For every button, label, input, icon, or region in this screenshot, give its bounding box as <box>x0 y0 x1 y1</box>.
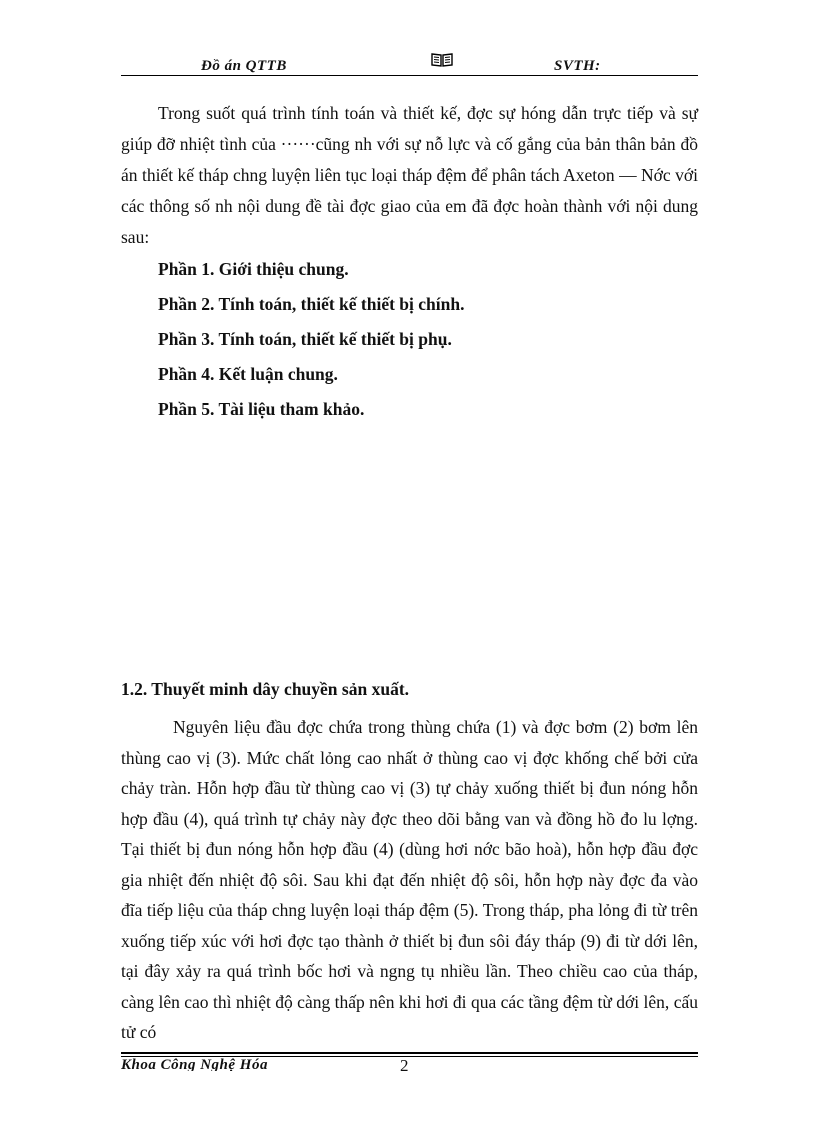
footer-divider <box>121 1052 698 1054</box>
intro-paragraph: Trong suốt quá trình tính toán và thiết kế, đợc sự hóng dẫn trực tiếp và sự giúp đỡ nhiệt tình của ······cũng nh với sự nỗ lực và cố gắng của bản thân bản đồ án thiết kế tháp chng luyện liên tục loại tháp đệm để phân tách Axeton — Nớc với các thông số nh nội dung đề tài đợc giao của em đã đợc hoàn thành với nội dung sau: <box>121 103 698 247</box>
parts-list <box>158 252 464 427</box>
header-project-title: Đồ án QTTB <box>201 58 287 74</box>
part-item: Phần 4. Kết luận chung. <box>158 364 338 384</box>
section-paragraph: Nguyên liệu đầu đợc chứa trong thùng chứa (1) và đợc bơm (2) bơm lên thùng cao vị (3). Mức chất lỏng cao nhất ở thùng cao vị đợc khống chế bởi cửa chảy tràn. Hỗn hợp đầu từ thùng cao vị (3) tự chảy xuống thiết bị đun nóng hỗn hợp đầu (4), quá trình tự chảy này đợc theo dõi bằng van và đồng hồ đo lu lợng. Tại thiết bị đun nóng hỗn hợp đầu (4) (dùng hơi nớc bão hoà), hỗn hợp đầu đợc gia nhiệt đến nhiệt độ sôi. Sau khi đạt đến nhiệt độ sôi, hỗn hợp này đợc đa vào đĩa tiếp liệu của tháp chng luyện loại tháp đệm (5). Trong tháp, pha lỏng đi từ trên xuống tiếp xúc với hơi đợc tạo thành ở thiết bị đun sôi đáy tháp (9) đi từ dới lên, tại đây xảy ra quá trình bốc hơi và ngng tụ nhiều lần. Theo chiều cao của tháp, càng lên cao thì nhiệt độ càng thấp nên khi hơi đi qua các tầng đệm từ dới lên, cấu tử có <box>121 717 698 1042</box>
header-student: SVTH: <box>554 58 601 74</box>
header-divider <box>121 75 698 76</box>
footer-faculty: Khoa Công Nghệ Hóa <box>121 1057 268 1071</box>
part-item: Phần 1. Giới thiệu chung. <box>158 259 349 279</box>
section-heading: 1.2. Thuyết minh dây chuyền sản xuất. <box>121 679 410 699</box>
page-header <box>121 52 698 76</box>
part-item: Phần 3. Tính toán, thiết kế thiết bị phụ. <box>158 329 452 349</box>
part-item: Phần 2. Tính toán, thiết kế thiết bị chính. <box>158 294 465 314</box>
book-icon <box>431 52 453 68</box>
page-number: 2 <box>400 1056 409 1075</box>
part-item: Phần 5. Tài liệu tham khảo. <box>158 399 365 419</box>
